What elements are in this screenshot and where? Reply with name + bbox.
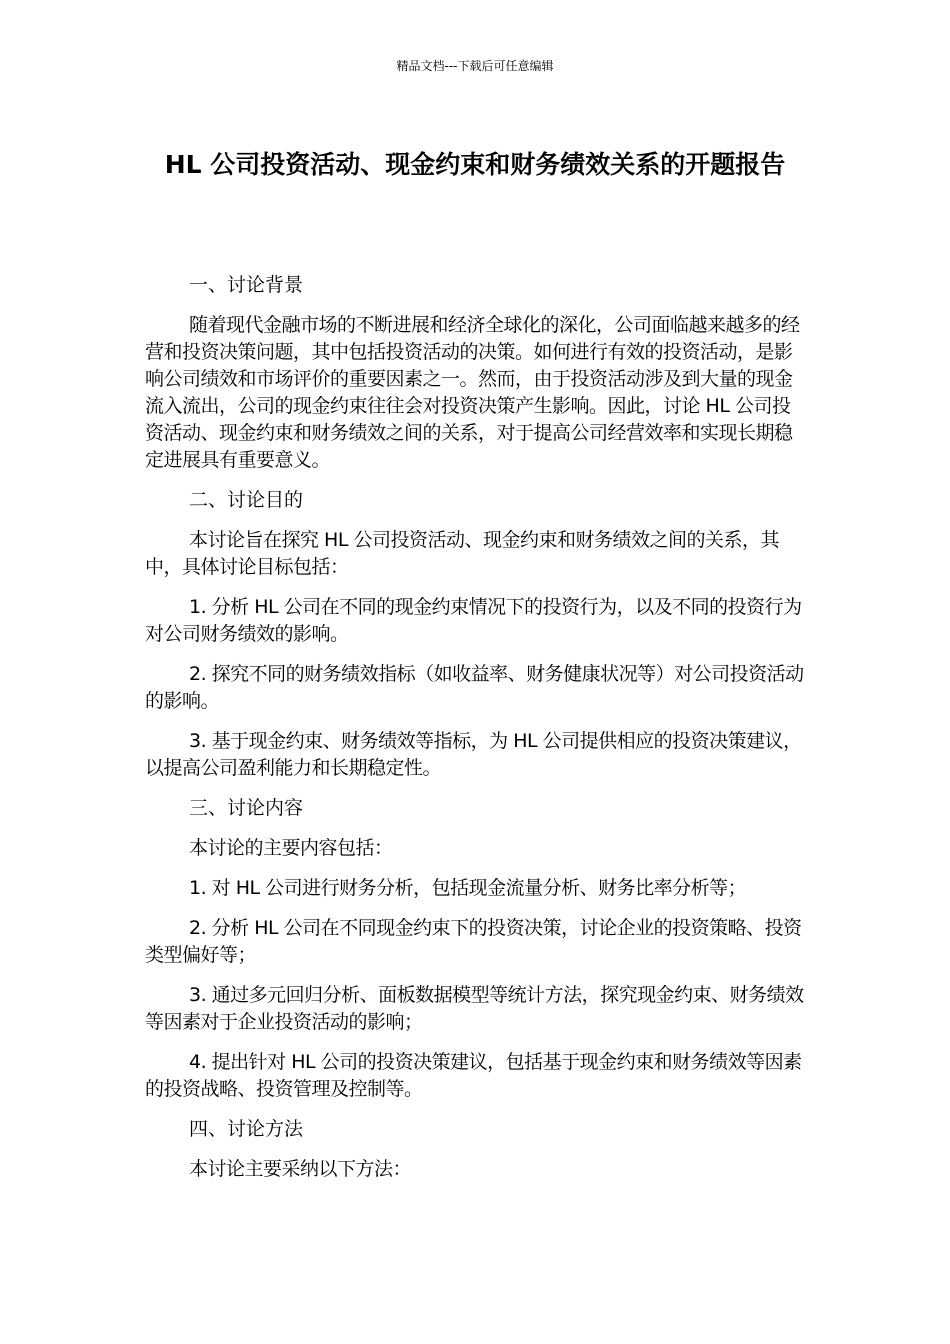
document-body [145, 272, 807, 1196]
list-item: 2. 分析 HL 公司在不同现金约束下的投资决策，讨论企业的投资策略、投资类型偏好等； [145, 917, 802, 966]
document-title: HL 公司投资活动、现金约束和财务绩效关系的开题报告 [164, 150, 786, 179]
section-heading-background: 一、讨论背景 [189, 274, 304, 296]
list-item: 2. 探究不同的财务绩效指标（如收益率、财务健康状况等）对公司投资活动的影响。 [145, 663, 804, 712]
list-item: 3. 基于现金约束、财务绩效等指标，为 HL 公司提供相应的投资决策建议，以提高公司盈利能力和长期稳定性。 [145, 730, 802, 779]
list-item: 3. 通过多元回归分析、面板数据模型等统计方法，探究现金约束、财务绩效等因素对于企业投资活动的影响； [145, 984, 804, 1033]
paragraph-purpose-intro: 本讨论旨在探究 HL 公司投资活动、现金约束和财务绩效之间的关系，其中，具体讨论目标包括： [145, 529, 779, 578]
section-heading-method: 四、讨论方法 [189, 1118, 304, 1140]
section-heading-content: 三、讨论内容 [189, 797, 304, 819]
list-item: 4. 提出针对 HL 公司的投资决策建议，包括基于现金约束和财务绩效等因素的投资战略、投资管理及控制等。 [145, 1051, 802, 1100]
section-heading-purpose: 二、讨论目的 [189, 489, 304, 511]
paragraph-method-intro: 本讨论主要采纳以下方法： [189, 1158, 412, 1180]
list-item: 1. 对 HL 公司进行财务分析，包括现金流量分析、财务比率分析等； [189, 877, 747, 899]
page-header: 精品文档---下载后可任意编辑 [396, 59, 554, 73]
list-item: 1. 分析 HL 公司在不同的现金约束情况下的投资行为，以及不同的投资行为对公司财务绩效的影响。 [145, 596, 802, 645]
paragraph-content-intro: 本讨论的主要内容包括： [189, 837, 393, 859]
paragraph-background: 随着现代金融市场的不断进展和经济全球化的深化，公司面临越来越多的经营和投资决策问题，其中包括投资活动的决策。如何进行有效的投资活动，是影响公司绩效和市场评价的重要因素之一。然而，由于投资活动涉及到大量的现金流入流出，公司的现金约束往往会对投资决策产生影响。因此，讨论 HL 公司投资活动、现金约束和财务绩效之间的关系，对于提高公司经营效率和实现长期稳定进展具有重要意义。 [145, 314, 800, 471]
